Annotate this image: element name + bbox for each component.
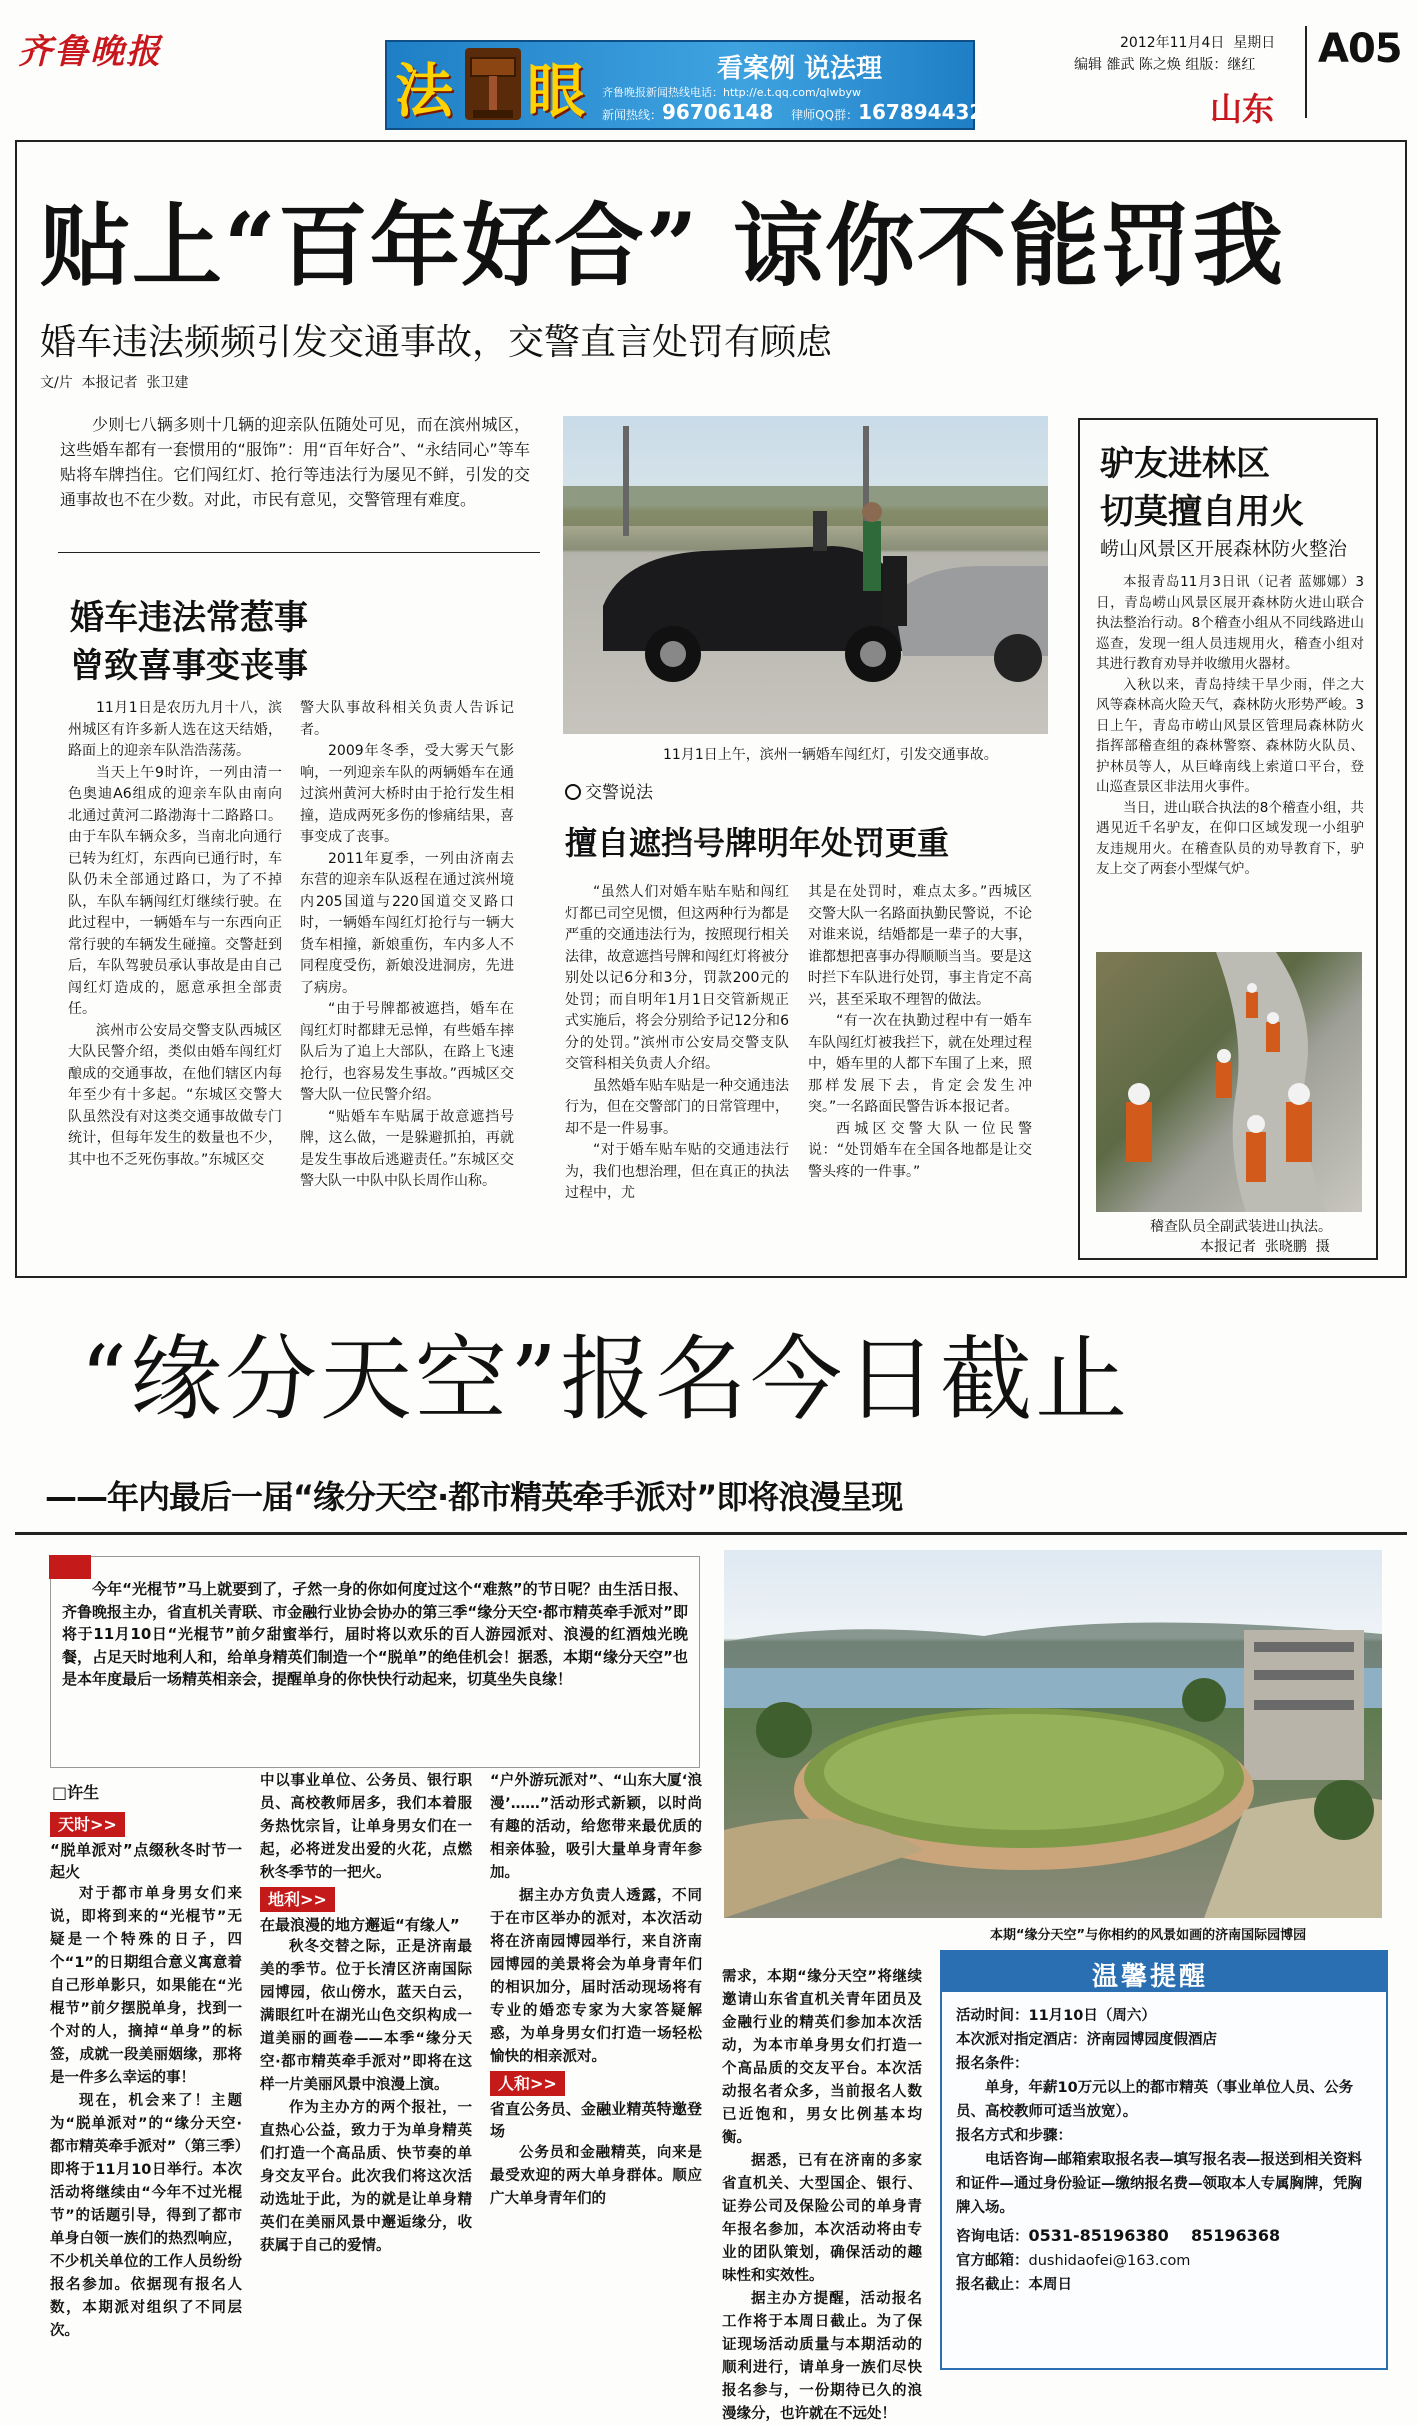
story2-title-1: 驴友进林区 bbox=[1100, 444, 1270, 484]
tips-box bbox=[940, 1950, 1388, 2370]
tips-label: 本次派对指定酒店： bbox=[956, 2032, 1087, 2048]
story3-col4-p: 据主办方提醒，活动报名工作将于本周日截止。为了保证现场活动质量与本期活动的顺利进行，请单身一族们尽快报名参与，一份期待已久的浪漫缘分，也许就在不远处！ bbox=[722, 2291, 922, 2422]
ad-hotline-row bbox=[602, 100, 983, 124]
date: 2012年11月4日 bbox=[1120, 35, 1225, 51]
story1-col3-p: “虽然人们对婚车贴车贴和闯红灯都已司空见惯，但这两种行为都是严重的交通违法行为，按照现行相关法律，故意遮挡号牌和闯红灯将被分别处以记6分和3分，罚款200元的处罚；而自明年1月1日交管新规正式实施后，将会分别给予记12分和6分的处罚。”滨州市公安局交警支队交管科相关负责人介绍。 bbox=[565, 884, 789, 1072]
tips-label: 报名截止： bbox=[956, 2277, 1029, 2293]
ad-hotline-label: 新闻热线： bbox=[602, 108, 663, 122]
story2-title-2: 切莫擅自用火 bbox=[1100, 492, 1304, 532]
story3-col4-p: 需求，本期“缘分天空”将继续邀请山东省直机关青年团员及金融行业的精英们参加本次活动，为本市单身男女们打造一个高品质的交友平台。本次活动报名者众多，当前报名人数已近饱和，男女比例基本均衡。 bbox=[722, 1969, 922, 2146]
story1-col1 bbox=[68, 698, 282, 1258]
tips-label: 官方邮箱： bbox=[956, 2253, 1029, 2269]
story3-author: □许生 bbox=[52, 1783, 100, 1802]
story1-col1-p: 当天上午9时许，一列由清一色奥迪A6组成的迎亲车队由南向北通过黄河二路渤海十二路路口。由于车队车辆众多，当南北向通行已转为红灯，东西向已通行时，车队仍未全部通过路口，为了不掉队，车队车辆闯红灯继续行驶。在此过程中，一辆婚车与一东西向正常行驶的车辆发生碰撞。交警赶到后，车队驾驶员承认事故是由自己闯红灯造成的，愿意承担全部责任。 bbox=[68, 764, 282, 1017]
forest-photo-caption: 稽查队员全副武装进山执法。 bbox=[1150, 1219, 1332, 1235]
ad-qq: 167894432 bbox=[858, 100, 984, 124]
story3-col2 bbox=[260, 1770, 472, 2378]
story1-col3-p: 虽然婚车贴车贴是一种交通违法行为，但在交警部门的日常管理中，却不是一件易事。 bbox=[565, 1077, 789, 1137]
story1-col3-p: “对于婚车贴车贴的交通违法行为，我们也想治理，但在真正的执法过程中，尤 bbox=[565, 1142, 789, 1201]
story1-headline: 贴上“百年好合” 谅你不能罚我 bbox=[40, 193, 1285, 299]
tag-dili: 地利>> bbox=[260, 1887, 335, 1912]
story1-col3 bbox=[565, 882, 789, 1258]
story3-col3-p: “户外游玩派对”、“山东大厦‘浪漫’……”活动形式新颖，以时尚有趣的活动，给您带来最优质的相亲体验，吸引大量单身青年参加。 bbox=[490, 1773, 702, 1881]
story2-body bbox=[1096, 572, 1364, 940]
gavel-icon bbox=[465, 48, 521, 120]
head-dili: 在最浪漫的地方邂逅“有缘人” bbox=[260, 1916, 460, 1934]
date-line bbox=[1120, 32, 1275, 52]
tips-item-time bbox=[956, 2004, 1376, 2028]
ad-qq-label: 律师QQ群： bbox=[791, 108, 859, 122]
story1-lead-text: 少则七八辆多则十几辆的迎亲队伍随处可见，而在滨州城区，这些婚车都有一套惯用的“服饰”：用“百年好合”、“永结同心”等车贴将车牌挡住。它们闯红灯、抢行等违法行为屡见不鲜，引发的交通事故也不在少数。对此，市民有意见，交警管理有难度。 bbox=[60, 415, 530, 509]
tips-label: 活动时间： bbox=[956, 2008, 1029, 2024]
story1-lead bbox=[60, 412, 530, 542]
story2-body-p: 当日，进山联合执法的8个稽查小组，共遇见近千名驴友，在仰口区域发现一小组驴友违规用火。在稽查队员的劝导教育下，驴友上交了两套小型煤气炉。 bbox=[1096, 799, 1364, 877]
weekday: 星期日 bbox=[1233, 35, 1276, 51]
story1-col2 bbox=[300, 698, 514, 1258]
lead-divider bbox=[58, 552, 540, 553]
story3-col2-p: 秋冬交替之际，正是济南最美的季节。位于长清区济南国际园博园，依山傍水，蓝天白云，满眼红叶在湖光山色交织构成一道美丽的画卷——本季“缘分天空·都市精英牵手派对”即将在这样一片美丽风景中浪漫上演。 bbox=[260, 1939, 472, 2093]
story3-col3-p: 公务员和金融精英，向来是最受欢迎的两大单身群体。顺应广大单身青年们的 bbox=[490, 2145, 702, 2207]
police-badge-icon bbox=[565, 784, 581, 800]
tips-title: 温馨提醒 bbox=[1092, 1962, 1209, 1992]
tag-tianshi: 天时>> bbox=[50, 1812, 125, 1837]
car-photo-caption: 11月1日上午，滨州一辆婚车闯红灯，引发交通事故。 bbox=[663, 747, 998, 763]
tips-list bbox=[956, 2004, 1376, 2297]
tips-email-link[interactable]: dushidaofei@163.com bbox=[1028, 2253, 1191, 2269]
head-renhe: 省直公务员、金融业精英特邀登场 bbox=[490, 2100, 702, 2140]
tips-header bbox=[942, 1952, 1386, 1992]
garden-photo-caption: 本期“缘分天空”与你相约的风景如画的济南国际园博园 bbox=[990, 1928, 1307, 1943]
story3-col4-p: 据悉，已有在济南的多家省直机关、大型国企、银行、证券公司及保险公司的单身青年报名参加，本次活动将由专业的团队策划，确保活动的趣味性和实效性。 bbox=[722, 2153, 922, 2284]
tips-value: 电话咨询—邮箱索取报名表—填写报名表—报送到相关资料和证件—通过身份验证—缴纳报名费—领取本人专属胸牌，凭胸牌入场。 bbox=[956, 2152, 1362, 2216]
story1-subhead-1: 婚车违法常惹事 bbox=[70, 598, 308, 638]
story3-col1-p: 现在，机会来了！主题为“脱单派对”的“缘分天空·都市精英牵手派对”（第三季）即将于11月10日举行。本次活动将继续由“今年不过光棍节”的话题引导，得到了都市单身白领一族们的热烈响应，不少机关单位的工作人员纷纷报名参加。依据现有报名人数，本期派对组织了不同层次。 bbox=[50, 2093, 242, 2339]
story3-col2-p: 作为主办方的两个报社，一直热心公益，致力于为单身精英们打造一个高品质、快节奏的单身交友平台。此次我们将这次活动选址于此，为的就是让单身精英们在美丽风景中邂逅缘分，收获属于自己的爱情。 bbox=[260, 2100, 472, 2254]
page-number: A05 bbox=[1318, 26, 1402, 72]
story2-body-p: 本报青岛11月3日讯（记者 蓝娜娜）3日，青岛崂山风景区展开森林防火进山联合执法整治行动。8个稽查小组从不同线路进山巡查，发现一组人员违规用火，稽查小组对其进行教育劝导并收缴用火器材。 bbox=[1096, 574, 1364, 672]
story1-subhead-2: 曾致喜事变丧事 bbox=[70, 646, 308, 686]
masthead-divider bbox=[1305, 26, 1307, 118]
story1-col2-p: 2011年夏季，一列由济南去东营的迎亲车队返程在通过滨州境内205国道与220国道交叉路口时，一辆婚车闯红灯抢行与一辆大货车相撞，新娘重伤，车内多人不同程度受伤，新娘没进洞房，先进了病房。 bbox=[300, 850, 514, 996]
story1-col1-p: 滨州市公安局交警支队西城区大队民警介绍，类似由婚车闯红灯酿成的交通事故，在他们辖区内每年至少有十多起。“东城区交警大队虽然没有对这类交通事故做专门统计，但每年发生的数量也不少，其中也不乏死伤事故。”东城区交 bbox=[68, 1022, 282, 1168]
police-say-label bbox=[565, 778, 653, 803]
tips-item-method bbox=[956, 2124, 1376, 2148]
tips-label: 咨询电话： bbox=[956, 2229, 1029, 2245]
head-tianshi: “脱单派对”点缀秋冬时节一起火 bbox=[50, 1841, 242, 1881]
story3-col3-p: 据主办方负责人透露，不同于在市区举办的派对，本次活动将在济南园博园举行，来自济南园博园的美景将会为单身青年们的相识加分，届时活动现场将有专业的婚恋专家为大家答疑解惑，为单身男女们打造一场轻松愉快的相亲派对。 bbox=[490, 1888, 702, 2065]
tips-label: 报名条件： bbox=[956, 2056, 1029, 2072]
tips-item-phone[interactable] bbox=[956, 2224, 1376, 2249]
tips-item-conditions bbox=[956, 2052, 1376, 2076]
newspaper-logo: 齐鲁晚报 bbox=[18, 32, 162, 72]
story1-col4 bbox=[808, 882, 1032, 1258]
story3-col3 bbox=[490, 1770, 702, 2378]
story1-col4-p: 西城区交警大队一位民警说：“处罚婚车在全国各地都是让交警头疼的一件事。” bbox=[808, 1120, 1032, 1180]
intro-corner-mark bbox=[49, 1555, 91, 1579]
story3-col2-p: 中以事业单位、公务员、银行职员、高校教师居多，我们本着服务热忱宗旨，让单身男女们在一起，必将迸发出爱的火花，点燃秋冬季节的一把火。 bbox=[260, 1773, 472, 1881]
forest-photo-credit: 本报记者 张晓鹏 摄 bbox=[1200, 1239, 1330, 1255]
tips-value: 单身，年薪10万元以上的都市精英（事业单位人员、公务员、高校教师可适当放宽）。 bbox=[956, 2080, 1354, 2120]
tips-label: 报名方式和步骤： bbox=[956, 2128, 1072, 2144]
tips-item-deadline bbox=[956, 2273, 1376, 2297]
story3-headline: “缘分天空”报名今日截止 bbox=[80, 1326, 1131, 1433]
tag-renhe: 人和>> bbox=[490, 2071, 565, 2096]
tips-value: 本周日 bbox=[1028, 2277, 1072, 2293]
ad-hotline: 96706148 bbox=[662, 100, 774, 124]
story1-col2-p: 警大队事故科相关负责人告诉记者。 bbox=[300, 700, 514, 738]
garden-expo-photo bbox=[724, 1550, 1382, 1918]
section-name: 山东 bbox=[1210, 90, 1275, 128]
story1-subtitle: 婚车违法频频引发交通事故，交警直言处罚有顾虑 bbox=[40, 322, 833, 363]
tips-item-email[interactable] bbox=[956, 2249, 1376, 2273]
editors-line: 编辑 雒武 陈之焕 组版：继红 bbox=[1074, 57, 1256, 73]
intro-text-p: 今年“光棍节”马上就要到了，孑然一身的你如何度过这个“难熬”的节日呢？由生活日报、齐鲁晚报主办，省直机关青联、市金融行业协会协办的第三季“缘分天空·都市精英牵手派对”即将于11月10日“光棍节”前夕甜蜜举行，届时将以欢乐的百人游园派对、浪漫的红酒烛光晚餐，占足天时地利人和，给单身精英们制造一个“脱单”的绝佳机会！据悉，本期“缘分天空”也是本年度最后一场精英相亲会，提醒单身的你快快行动起来，切莫坐失良缘！ bbox=[62, 1580, 688, 1688]
ad-title-left: 法 bbox=[395, 57, 454, 125]
tips-value: 济南园博园度假酒店 bbox=[1086, 2032, 1217, 2048]
wedding-car-photo bbox=[563, 416, 1048, 734]
masthead bbox=[0, 0, 1417, 130]
story3-subtitle: ——年内最后一届“缘分天空·都市精英牵手派对”即将浪漫呈现 bbox=[45, 1478, 903, 1516]
story1-col2-p: “由于号牌都被遮挡，婚车在闯红灯时都肆无忌惮，有些婚车摔队后为了追上大部队，在路上飞速抢行，也容易发生事故。”西城区交警大队一位民警介绍。 bbox=[300, 1001, 514, 1103]
story1-col4-p: 其是在处罚时，难点太多。”西城区交警大队一名路面执勤民警说，不论对谁来说，结婚都是一辈子的大事，谁都想把喜事办得顺顺当当。要是这时拦下车队进行处罚，事主肯定不高兴，甚至采取不理智的做法。 bbox=[808, 884, 1032, 1008]
story1-col2-p: “贴婚车车贴属于故意遮挡号牌，这么做，一是躲避抓拍，再就是发生事故后逃避责任。”东城区交警大队一中队中队长周作山称。 bbox=[300, 1108, 514, 1189]
story3-top-rule bbox=[15, 1532, 1407, 1535]
tips-value: 11月10日（周六） bbox=[1028, 2008, 1156, 2024]
intro-text bbox=[62, 1578, 688, 1762]
story2-subtitle: 崂山风景区开展森林防火整治 bbox=[1100, 538, 1348, 560]
forest-patrol-photo bbox=[1096, 952, 1362, 1212]
story1-col2-p: 2009年冬季，受大雾天气影响，一列迎亲车队的两辆婚车在通过滨州黄河大桥时由于抢行发生相撞，造成两死多伤的惨痛结果，喜事变成了丧事。 bbox=[300, 743, 514, 845]
story1-byline: 文/片 本报记者 张卫建 bbox=[40, 375, 189, 391]
tips-phone-value[interactable]: 0531-85196380 85196368 bbox=[1028, 2226, 1281, 2245]
story3-col1 bbox=[50, 1810, 242, 2378]
tips-item-method-detail bbox=[956, 2148, 1376, 2220]
tips-item-conditions-detail bbox=[956, 2076, 1376, 2124]
story3-col4 bbox=[722, 1966, 922, 2422]
ad-banner[interactable] bbox=[385, 40, 984, 130]
ad-slogan: 看案例 说法理 bbox=[717, 54, 883, 84]
story1-col1-p: 11月1日是农历九月十八，滨州城区有许多新人选在这天结婚，路面上的迎亲车队浩浩荡荡。 bbox=[68, 700, 282, 759]
story3-col1-p: 对于都市单身男女们来说，即将到来的“光棍节”无疑是一个特殊的日子，四个“1”的日期组合意义寓意着自己形单影只，如果能在“光棍节”前夕摆脱单身，找到一个对的人，摘掉“单身”的标签，成就一段美丽姻缘，那将是一件多么幸运的事！ bbox=[50, 1886, 242, 2086]
ad-weibo: 齐鲁晚报新闻热线电话：http://e.t.qq.com/qlwbyw bbox=[602, 86, 861, 99]
police-say-text: 交警说法 bbox=[585, 783, 653, 803]
tips-item-hotel bbox=[956, 2028, 1376, 2052]
ad-title-right: 眼 bbox=[527, 57, 586, 125]
story2-body-p: 入秋以来，青岛持续干旱少雨，伴之大风等森林高火险天气，森林防火形势严峻。3日上午，青岛市崂山风景区管理局森林防火指挥部稽查组的森林警察、森林防火队员、护林员等人，从巨峰南线上索道口平台，登山巡查景区非法用火事件。 bbox=[1096, 676, 1364, 795]
story1-col4-p: “有一次在执勤过程中有一婚车车队闯红灯被我拦下，就在处理过程中，婚车里的人都下车围了上来，照那样发展下去，肯定会发生冲突。”一名路面民警告诉本报记者。 bbox=[808, 1013, 1032, 1115]
story1-subhead-3: 擅自遮挡号牌明年处罚更重 bbox=[565, 824, 950, 862]
